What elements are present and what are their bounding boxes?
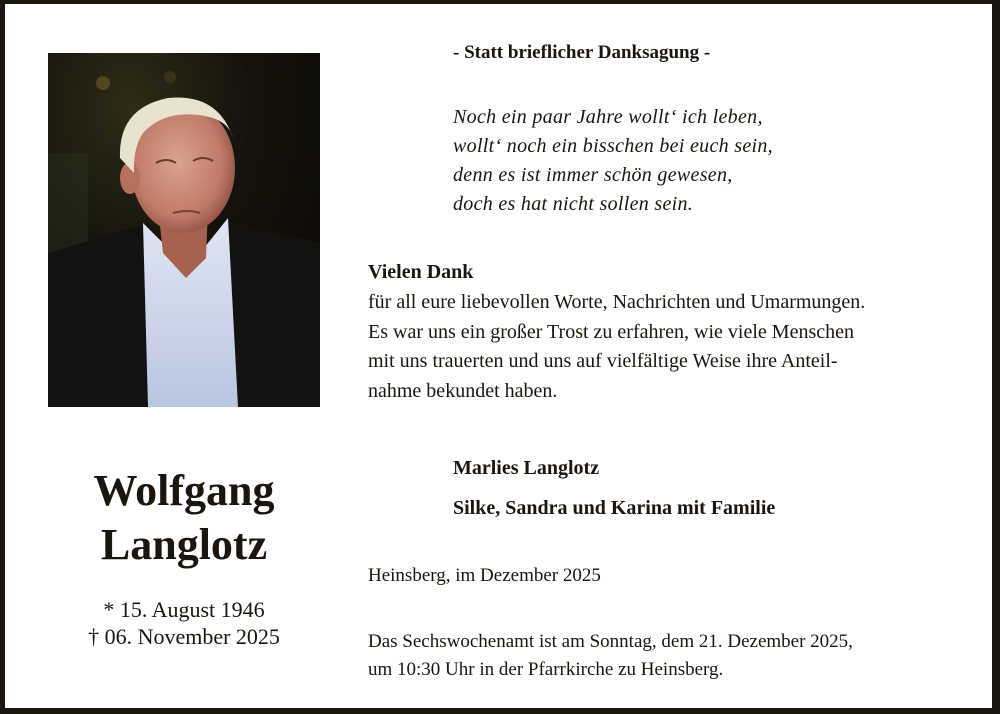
family-member: Silke, Sandra und Karina mit Familie: [453, 497, 776, 519]
poem: [453, 103, 773, 219]
obituary-card: [5, 4, 992, 708]
death-date: † 06. November 2025: [88, 624, 280, 649]
family-member: Marlies Langlotz: [453, 457, 600, 479]
notice-heading: - Statt brieflicher Danksagung -: [453, 42, 711, 63]
place-date: Heinsberg, im Dezember 2025: [368, 565, 601, 586]
life-dates: [48, 596, 320, 650]
service-info: [368, 628, 853, 684]
thanks-title: Vielen Dank: [368, 261, 474, 283]
thanks-line: nahme bekundet haben.: [368, 379, 558, 402]
thanks-body: [368, 288, 865, 406]
thanks-line: Es war uns ein großer Trost zu erfahren, wie viele Menschen: [368, 320, 854, 343]
last-name: Langlotz: [100, 520, 268, 569]
poem-line: denn es ist immer schön gewesen,: [453, 164, 733, 186]
birth-date: * 15. August 1946: [103, 597, 265, 622]
thanks-line: mit uns trauerten und uns auf vielfältige Weise ihre Anteil-: [368, 350, 838, 372]
portrait-photo: [48, 53, 320, 407]
service-line: um 10:30 Uhr in der Pfarrkirche zu Heinsberg.: [368, 659, 724, 680]
first-name: Wolfgang: [93, 466, 275, 515]
portrait-image: [48, 53, 320, 407]
thanks-line: für all eure liebevollen Worte, Nachrichten und Umarmungen.: [368, 291, 866, 313]
poem-line: wollt‘ noch ein bisschen bei euch sein,: [453, 135, 773, 157]
service-line: Das Sechswochenamt ist am Sonntag, dem 21. Dezember 2025,: [368, 631, 853, 652]
poem-line: doch es hat nicht sollen sein.: [453, 193, 694, 215]
poem-line: Noch ein paar Jahre wollt‘ ich leben,: [453, 106, 763, 128]
deceased-name: [48, 464, 320, 572]
family-signatures: [453, 448, 775, 528]
